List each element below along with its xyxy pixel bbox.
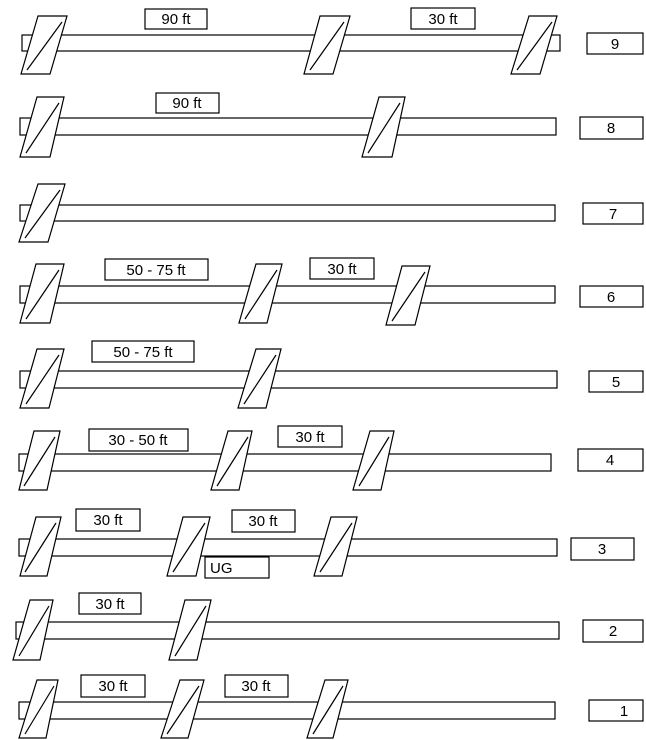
row-number-box <box>589 371 643 392</box>
pipe-segment <box>20 118 556 135</box>
row-number-box <box>580 117 643 139</box>
distance-label <box>225 675 288 697</box>
pipe-segment <box>19 702 555 719</box>
row-number-box <box>580 286 643 307</box>
distance-label-text: 30 ft <box>95 596 125 613</box>
row-number: 5 <box>611 374 621 391</box>
pipe-segment <box>20 205 555 221</box>
row-9 <box>21 8 643 74</box>
row-number-box <box>578 449 643 471</box>
distance-label <box>156 93 219 113</box>
distance-label <box>89 429 188 451</box>
distance-label <box>411 8 475 29</box>
row-number: 1 <box>619 703 629 720</box>
row-number: 2 <box>608 623 618 640</box>
row-7 <box>19 184 643 242</box>
pipe-segment <box>16 622 559 639</box>
distance-label-text: 30 - 50 ft <box>108 432 168 449</box>
row-6 <box>20 258 643 325</box>
row-number-box <box>583 620 643 642</box>
row-4 <box>19 426 643 490</box>
row-number: 9 <box>610 36 620 53</box>
row-number-box <box>571 538 634 560</box>
distance-label-text: 90 ft <box>161 11 191 28</box>
row-5 <box>20 341 643 408</box>
row-number-box <box>589 700 643 721</box>
distance-label-text: 30 ft <box>248 513 278 530</box>
row-number: 8 <box>606 120 616 137</box>
distance-label-text: 30 ft <box>93 512 123 529</box>
row-number-box <box>587 33 643 54</box>
distance-label <box>79 593 141 614</box>
distance-label <box>310 258 374 279</box>
distance-label-text: 30 ft <box>98 678 128 695</box>
underground-label-text: UG <box>210 560 233 577</box>
row-3 <box>19 509 634 578</box>
distance-label-text: 90 ft <box>172 95 202 112</box>
distance-label <box>81 675 145 697</box>
row-number-box <box>583 203 643 224</box>
distance-label <box>232 510 295 532</box>
row-8 <box>20 93 643 157</box>
row-2 <box>13 593 643 660</box>
distance-label <box>145 9 207 29</box>
pipe-segment <box>20 371 557 388</box>
pipe-segment <box>20 286 555 303</box>
distance-label <box>105 259 208 280</box>
pipe-segment <box>19 454 551 471</box>
distance-label-text: 30 ft <box>241 678 271 695</box>
distance-label-text: 30 ft <box>428 11 458 28</box>
row-number: 7 <box>608 206 618 223</box>
row-1 <box>19 675 643 738</box>
pipe-segment <box>22 35 560 51</box>
underground-label <box>205 557 269 578</box>
distance-label-text: 30 ft <box>327 261 357 278</box>
distance-label <box>76 509 140 531</box>
row-number: 3 <box>597 541 607 558</box>
row-number: 4 <box>605 452 615 469</box>
pipe-segment <box>19 539 557 556</box>
distance-label <box>92 341 194 362</box>
distance-label <box>278 426 342 447</box>
row-number: 6 <box>606 289 616 306</box>
distance-label-text: 30 ft <box>295 429 325 446</box>
distance-label-text: 50 - 75 ft <box>126 262 186 279</box>
distance-label-text: 50 - 75 ft <box>113 344 173 361</box>
